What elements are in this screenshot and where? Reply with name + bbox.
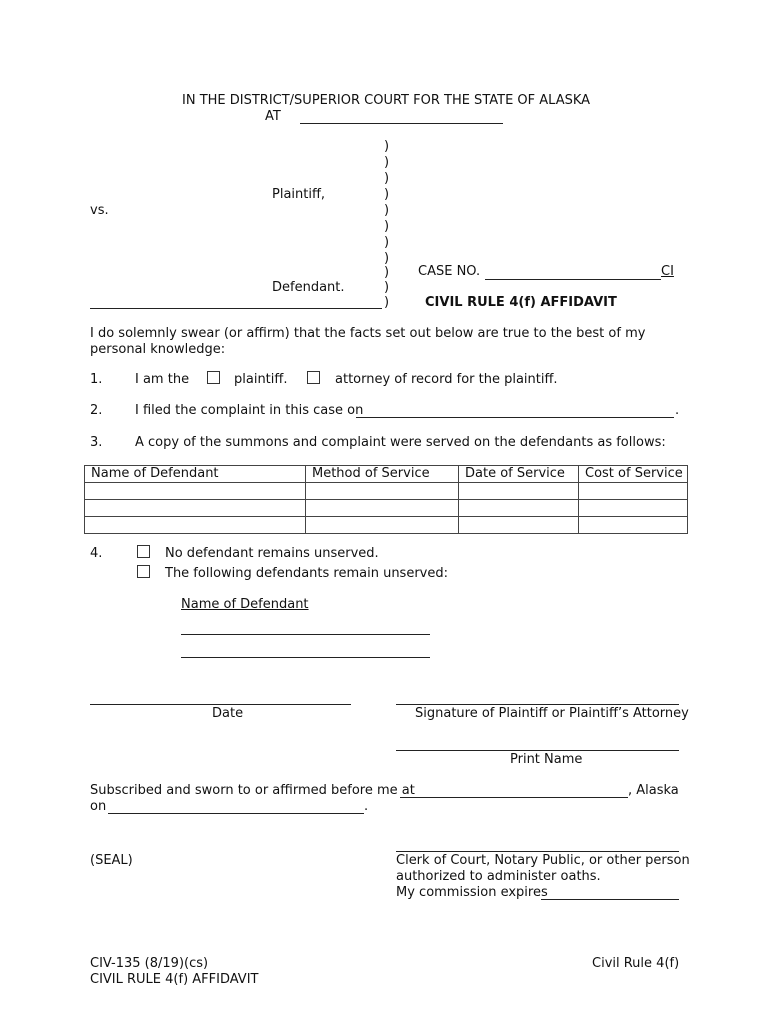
date-signature-field[interactable] bbox=[90, 704, 351, 705]
date-cell[interactable] bbox=[459, 483, 579, 500]
item-4-number: 4. bbox=[90, 546, 103, 561]
caption-paren: ) bbox=[384, 235, 390, 250]
column-header: Cost of Service bbox=[579, 466, 688, 483]
item-3-number: 3. bbox=[90, 435, 103, 450]
caption-paren: ) bbox=[384, 203, 390, 218]
seal-label: (SEAL) bbox=[90, 853, 133, 868]
oath-text: I do solemnly swear (or affirm) that the facts set out below are true to the best of my personal knowledge: bbox=[90, 326, 646, 357]
subscribed-text: Subscribed and sworn to or affirmed before me at bbox=[90, 783, 415, 798]
at-label: AT bbox=[265, 109, 281, 124]
unserved-list-heading: Name of Defendant bbox=[181, 597, 309, 612]
clerk-signature-field[interactable] bbox=[396, 851, 679, 852]
caption-paren: ) bbox=[384, 265, 390, 280]
commission-expires-field[interactable] bbox=[541, 899, 679, 900]
on-label: on bbox=[90, 799, 107, 814]
rule-reference: Civil Rule 4(f) bbox=[592, 956, 680, 971]
cost-cell[interactable] bbox=[579, 517, 688, 534]
table-row bbox=[85, 483, 688, 500]
plaintiff-checkbox[interactable] bbox=[207, 371, 220, 384]
service-table bbox=[84, 465, 688, 534]
form-code: CIV-135 (8/19)(cs) bbox=[90, 956, 209, 971]
item-1-number: 1. bbox=[90, 372, 103, 387]
table-row bbox=[85, 517, 688, 534]
caption-paren: ) bbox=[384, 187, 390, 202]
print-name-label: Print Name bbox=[510, 752, 583, 767]
caption-paren: ) bbox=[384, 280, 390, 295]
some-unserved-checkbox[interactable] bbox=[137, 565, 150, 578]
unserved-defendant-field[interactable] bbox=[181, 634, 430, 635]
item-2-text: I filed the complaint in this case on bbox=[135, 403, 364, 418]
date-cell[interactable] bbox=[459, 517, 579, 534]
court-heading: IN THE DISTRICT/SUPERIOR COURT FOR THE STATE OF ALASKA bbox=[182, 93, 591, 108]
subscribed-period: . bbox=[364, 799, 369, 814]
case-no-label: CASE NO. bbox=[418, 264, 481, 279]
item-2-number: 2. bbox=[90, 403, 103, 418]
signature-field[interactable] bbox=[396, 704, 679, 705]
court-location-field[interactable] bbox=[300, 123, 503, 124]
case-number-field[interactable] bbox=[485, 279, 661, 280]
none-unserved-checkbox[interactable] bbox=[137, 545, 150, 558]
date-cell[interactable] bbox=[459, 500, 579, 517]
item-3-text: A copy of the summons and complaint were served on the defendants as follows: bbox=[135, 435, 666, 450]
defendant-label: Defendant. bbox=[272, 280, 345, 295]
none-unserved-label: No defendant remains unserved. bbox=[165, 546, 379, 561]
caption-paren: ) bbox=[384, 155, 390, 170]
unserved-defendant-field[interactable] bbox=[181, 657, 430, 658]
column-header: Name of Defendant bbox=[85, 466, 306, 483]
method-cell[interactable] bbox=[306, 483, 459, 500]
table-row bbox=[85, 500, 688, 517]
item-1-lead: I am the bbox=[135, 372, 190, 387]
cost-cell[interactable] bbox=[579, 500, 688, 517]
method-cell[interactable] bbox=[306, 500, 459, 517]
defendant-name-field[interactable] bbox=[90, 308, 382, 309]
method-cell[interactable] bbox=[306, 517, 459, 534]
table-header-row bbox=[85, 466, 688, 483]
alaska-label: , Alaska bbox=[628, 783, 679, 798]
complaint-filed-date-field[interactable] bbox=[356, 417, 674, 418]
signature-label: Signature of Plaintiff or Plaintiff’s Attorney bbox=[415, 706, 689, 721]
form-title: CIVIL RULE 4(f) AFFIDAVIT bbox=[425, 295, 617, 310]
caption-paren: ) bbox=[384, 219, 390, 234]
commission-label: My commission expires bbox=[396, 885, 548, 900]
vs-label: vs. bbox=[90, 203, 109, 218]
print-name-field[interactable] bbox=[396, 750, 679, 751]
caption-paren: ) bbox=[384, 251, 390, 266]
item-2-period: . bbox=[675, 403, 680, 418]
caption-paren: ) bbox=[384, 295, 390, 310]
defendant-name-cell[interactable] bbox=[85, 483, 306, 500]
caption-paren: ) bbox=[384, 171, 390, 186]
plaintiff-label: Plaintiff, bbox=[272, 187, 326, 202]
column-header: Method of Service bbox=[306, 466, 459, 483]
attorney-option-label: attorney of record for the plaintiff. bbox=[335, 372, 558, 387]
sworn-location-field[interactable] bbox=[400, 797, 628, 798]
cost-cell[interactable] bbox=[579, 483, 688, 500]
defendant-name-cell[interactable] bbox=[85, 500, 306, 517]
clerk-line-1: Clerk of Court, Notary Public, or other person bbox=[396, 853, 690, 868]
date-label: Date bbox=[212, 706, 244, 721]
clerk-line-2: authorized to administer oaths. bbox=[396, 869, 601, 884]
some-unserved-label: The following defendants remain unserved: bbox=[165, 566, 448, 581]
defendant-name-cell[interactable] bbox=[85, 517, 306, 534]
plaintiff-option-label: plaintiff. bbox=[234, 372, 288, 387]
column-header: Date of Service bbox=[459, 466, 579, 483]
attorney-checkbox[interactable] bbox=[307, 371, 320, 384]
sworn-date-field[interactable] bbox=[108, 813, 364, 814]
caption-paren: ) bbox=[384, 139, 390, 154]
form-name-footer: CIVIL RULE 4(f) AFFIDAVIT bbox=[90, 972, 259, 987]
case-suffix: CI bbox=[661, 264, 674, 279]
